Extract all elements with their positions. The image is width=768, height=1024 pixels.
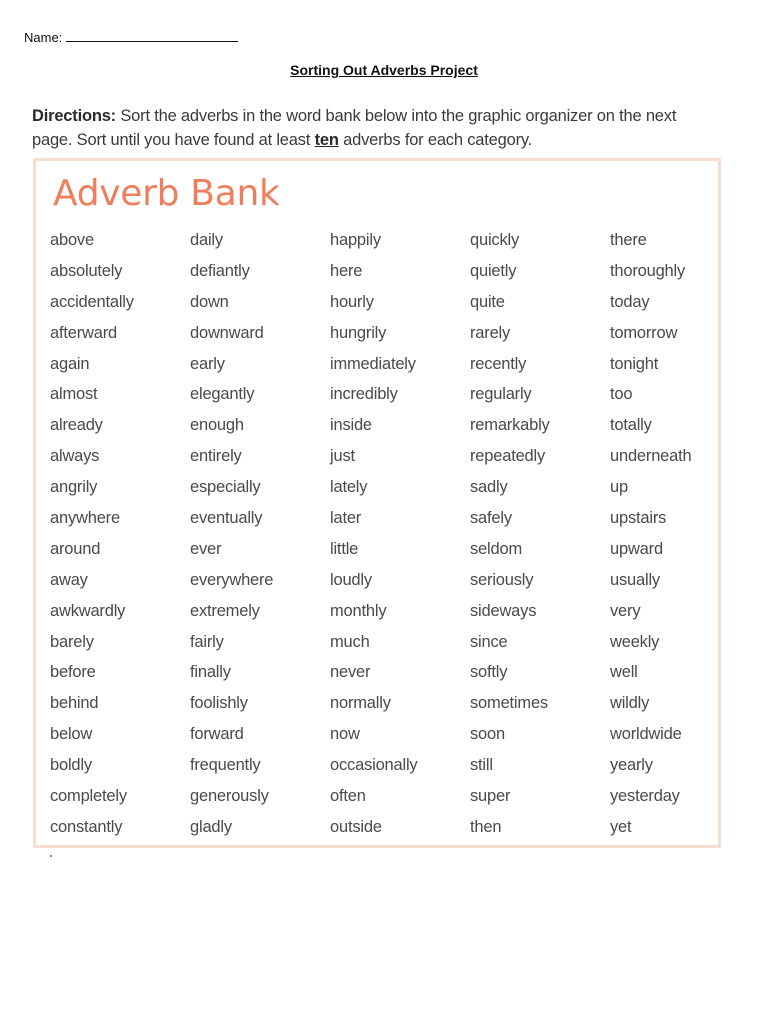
directions-text-after: adverbs for each category.: [338, 131, 533, 149]
name-label: Name:: [24, 30, 63, 45]
adverb-column: [470, 225, 610, 843]
adverb-word: later: [330, 509, 362, 528]
adverb-word: almost: [50, 385, 98, 404]
adverb-word: normally: [330, 694, 391, 713]
adverb-word: eventually: [190, 509, 263, 528]
adverb-word: before: [50, 663, 96, 682]
adverb-word: thoroughly: [610, 261, 686, 280]
adverb-word: remarkably: [470, 416, 550, 435]
adverb-column: [50, 225, 190, 843]
adverb-word: since: [470, 632, 508, 651]
adverb-bank-title: Adverb Bank: [53, 173, 280, 214]
adverb-word: yearly: [610, 756, 653, 775]
adverb-word: gladly: [190, 817, 232, 836]
adverb-word: there: [610, 231, 647, 249]
adverb-word: hourly: [330, 292, 374, 311]
adverb-word: frequently: [190, 756, 261, 775]
adverb-word: little: [330, 539, 359, 558]
adverb-column: [190, 225, 330, 843]
adverb-word: monthly: [330, 601, 387, 620]
adverb-word: underneath: [610, 447, 692, 466]
adverb-column: [330, 225, 470, 843]
adverb-word: recently: [470, 354, 527, 373]
adverb-word: absolutely: [50, 261, 123, 280]
adverb-word: soon: [470, 725, 505, 744]
adverb-word: immediately: [330, 354, 416, 373]
adverb-word: below: [50, 725, 93, 744]
adverb-word: forward: [190, 725, 244, 744]
adverb-word: never: [330, 663, 371, 682]
adverb-word: seriously: [470, 570, 534, 589]
adverb-word: generously: [190, 787, 269, 806]
adverb-word: quickly: [470, 231, 520, 249]
adverb-word: everywhere: [190, 570, 274, 589]
adverb-word: sideways: [470, 601, 537, 620]
adverb-word: away: [50, 570, 88, 589]
adverb-word: extremely: [190, 601, 260, 620]
adverb-word: well: [610, 663, 638, 682]
adverb-word: defiantly: [190, 261, 250, 280]
adverb-word: accidentally: [50, 292, 134, 311]
adverb-word: usually: [610, 570, 660, 589]
adverb-word: rarely: [470, 323, 511, 342]
adverb-word: wildly: [610, 694, 650, 713]
adverb-word: lately: [330, 478, 368, 497]
adverb-word: finally: [190, 663, 231, 682]
adverb-word: super: [470, 787, 511, 806]
adverb-word: around: [50, 539, 101, 558]
adverb-word: completely: [50, 787, 127, 806]
adverb-word: hungrily: [330, 323, 387, 342]
adverb-word: always: [50, 447, 100, 466]
adverb-bank-box: [33, 158, 721, 848]
name-field: [24, 30, 238, 45]
adverb-word: afterward: [50, 323, 117, 342]
adverb-word: seldom: [470, 539, 522, 558]
adverb-word: upward: [610, 539, 663, 558]
adverb-word: inside: [330, 416, 372, 435]
adverb-word: elegantly: [190, 385, 255, 404]
adverb-word: repeatedly: [470, 447, 546, 466]
adverb-word: downward: [190, 323, 264, 342]
directions-text-before: Sort the adverbs in the word bank below into the graphic organizer on the next page. Sort until you have found at least: [32, 107, 677, 149]
directions-label: Directions:: [32, 107, 116, 125]
adverb-word: here: [330, 261, 363, 280]
adverb-word: happily: [330, 231, 381, 249]
adverb-word: anywhere: [50, 509, 120, 528]
adverb-word: above: [50, 231, 94, 249]
directions: [32, 104, 712, 152]
adverb-word: then: [470, 817, 502, 836]
adverb-word: upstairs: [610, 509, 667, 528]
adverb-word: boldly: [50, 756, 92, 775]
adverb-columns: [50, 225, 750, 843]
adverb-word: yet: [610, 817, 632, 836]
adverb-word: loudly: [330, 570, 372, 589]
adverb-word: just: [330, 447, 355, 466]
adverb-word: incredibly: [330, 385, 398, 404]
adverb-word: constantly: [50, 817, 123, 836]
adverb-word: already: [50, 416, 103, 435]
adverb-word: outside: [330, 817, 382, 836]
adverb-word: behind: [50, 694, 99, 713]
adverb-word: regularly: [470, 385, 532, 404]
adverb-word: much: [330, 632, 370, 651]
adverb-word: very: [610, 601, 641, 620]
adverb-word: daily: [190, 231, 223, 249]
adverb-word: safely: [470, 509, 512, 528]
adverb-word: today: [610, 292, 650, 311]
adverb-word: now: [330, 725, 360, 744]
adverb-word: especially: [190, 478, 261, 497]
stray-dot: [50, 855, 52, 857]
adverb-word: early: [190, 354, 225, 373]
adverb-word: foolishly: [190, 694, 248, 713]
adverb-word: enough: [190, 416, 244, 435]
directions-emphasis: ten: [314, 131, 339, 149]
adverb-word: ever: [190, 539, 222, 558]
adverb-word: again: [50, 354, 90, 373]
adverb-word: yesterday: [610, 787, 680, 806]
adverb-word: softly: [470, 663, 508, 682]
adverb-word: occasionally: [330, 756, 418, 775]
adverb-word: too: [610, 385, 633, 404]
adverb-word: tomorrow: [610, 323, 678, 342]
name-blank-line: [66, 31, 238, 42]
adverb-word: quietly: [470, 261, 517, 280]
adverb-word: fairly: [190, 632, 224, 651]
adverb-word: still: [470, 756, 493, 775]
adverb-word: up: [610, 478, 628, 497]
adverb-word: angrily: [50, 478, 98, 497]
adverb-word: sometimes: [470, 694, 548, 713]
adverb-word: often: [330, 787, 366, 806]
page-title: Sorting Out Adverbs Project: [290, 62, 478, 78]
adverb-column: [610, 225, 750, 843]
adverb-word: quite: [470, 292, 505, 311]
adverb-word: weekly: [610, 632, 660, 651]
adverb-word: totally: [610, 416, 652, 435]
adverb-word: worldwide: [610, 725, 682, 744]
adverb-word: entirely: [190, 447, 242, 466]
adverb-word: down: [190, 292, 229, 311]
adverb-word: tonight: [610, 354, 659, 373]
adverb-word: sadly: [470, 478, 508, 497]
adverb-word: barely: [50, 632, 94, 651]
adverb-word: awkwardly: [50, 601, 126, 620]
